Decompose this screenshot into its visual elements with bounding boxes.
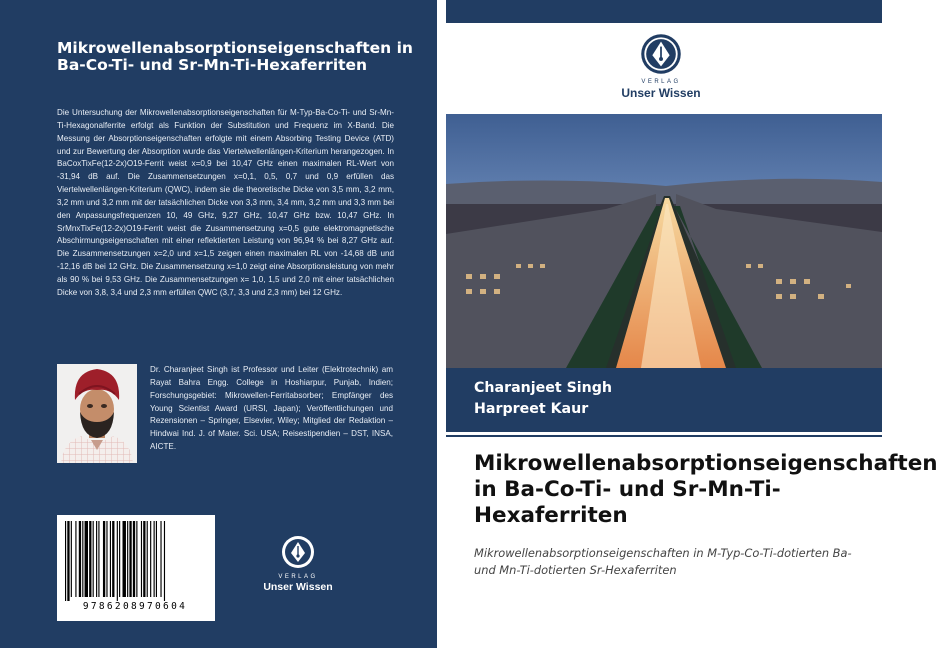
front-top-bar bbox=[446, 0, 882, 23]
divider-line bbox=[446, 435, 882, 437]
front-cover-title bbox=[474, 451, 938, 529]
back-publisher-logo bbox=[258, 535, 338, 595]
barcode-number: 9786208970604 bbox=[82, 601, 188, 612]
pen-nib-icon bbox=[640, 33, 682, 75]
front-cover bbox=[446, 0, 938, 648]
author-name: Charanjeet Singh bbox=[474, 380, 613, 396]
publisher-name: Unser Wissen bbox=[621, 86, 701, 100]
verlag-label: VERLAG bbox=[278, 574, 318, 580]
pen-nib-icon bbox=[281, 535, 315, 569]
front-cover-subtitle: Mikrowellenabsorptionseigenschaften in M-Typ-Co-Ti-dotierten Ba- und Mn-Ti-dotierten Sr-Hexaferriten bbox=[474, 546, 852, 577]
authors-band bbox=[446, 368, 882, 432]
title-line: Hexaferriten bbox=[474, 503, 628, 528]
isbn-barcode bbox=[57, 515, 215, 621]
title-line: Mikrowellenabsorptionseigenschaften bbox=[474, 451, 938, 476]
back-cover-title: Mikrowellenabsorptionseigenschaften in Ba-Co-Ti- und Sr-Mn-Ti-Hexaferriten bbox=[57, 39, 413, 74]
verlag-label: VERLAG bbox=[641, 79, 681, 85]
front-publisher-logo bbox=[606, 33, 716, 99]
back-cover bbox=[0, 0, 437, 648]
title-line: in Ba-Co-Ti- und Sr-Mn-Ti- bbox=[474, 477, 781, 502]
barcode-bars bbox=[57, 515, 215, 601]
author-bio: Dr. Charanjeet Singh ist Professor und Leiter (Elektrotechnik) am Rayat Bahra Engg. College in Hoshiarpur, Punjab, Indien; Forschungsgebiet: Mikrowellen-Ferritabsorber; Empfänger des Young Scientist Award (URSI, Japan); Veröffentlichungen und Rezensionen – Springer, Elsevier, Wiley; Mitglied der Redaktion – Hindwai Ind. J. of Mater. Sci. USA; Reisestipendien – DST, INSA, AICTE. bbox=[150, 365, 393, 452]
publisher-name: Unser Wissen bbox=[263, 581, 333, 593]
cover-city-photo bbox=[446, 114, 882, 368]
author-photo bbox=[57, 364, 137, 463]
back-cover-description: Die Untersuchung der Mikrowellenabsorptionseigenschaften für M-Typ-Ba-Co-Ti- und Sr-Mn-Ti-Hexagonalferrite erfolgt als Funktion der Substitution und Frequenz im X-Band. Die Messung der Absorptionseigenschaften erfolgte mit einem Absorbing Testing Device (ATD) und zur Bewertung der Absorption wurde das Viertelwellenlängen-Kriterium herangezogen. In BaCoxTixFe(12-2x)O19-Ferrit weist x=0,9 bei 10,47 GHz einen maximalen RL-Wert von -31,94 dB auf. Die Zusammensetzungen x=0,1, 0,5, 0,7 und 0,9 erfüllen das Viertelwellenlängen-Kriterium (QWC), indem sie die theoretische Dicke von 3,5 mm, 3,2 mm, 3,2 mm und 3,2 mm mit der tatsächlichen Dicke von 3,3 mm, 3,4 mm, 3,2 mm und 3,3 mm bei den Anpassungsfrequenzen 10, 49 GHz, 9,27 GHz, 10,47 GHz bzw. 10,47 GHz. In SrMnxTixFe(12-2x)O19-Ferrit weist die Zusammensetzung x=0,5 gute elektromagnetische Abschirmungseigenschaften mit einer reflektierten Leistung von 96,94 % bei 8,27 GHz auf. Die Zusammensetzungen x=2,0 und x=1,5 zeigen einen maximalen RL von -14,68 dB und -12,16 dB bei 12 GHz. Die Zusammensetzung x=1,0 zeigt eine Absorptionsleistung von mehr als 90 % bei 9,53 GHz. Die Zusammensetzungen x= 1,0, 1,5 und 2,0 mit einer tatsächlichen Dicke von 3,8, 3,4 und 2,3 mm erfüllen QWC (3,7, 3,3 und 2,3 mm) bei 12 GHz. bbox=[57, 108, 394, 297]
author-name: Harpreet Kaur bbox=[474, 401, 589, 417]
